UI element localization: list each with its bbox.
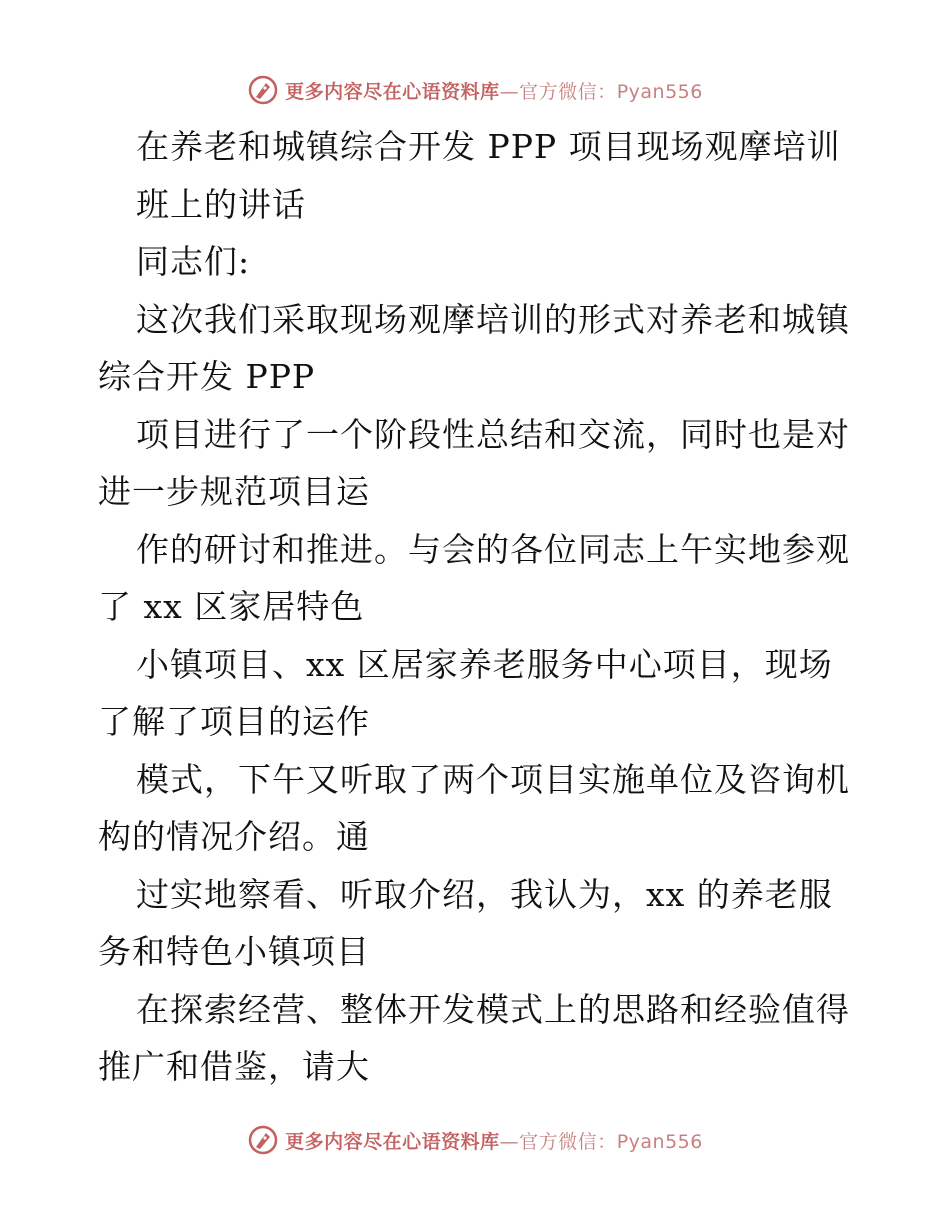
text-line: 同志们: bbox=[136, 242, 251, 281]
text-line: 综合开发 PPP bbox=[98, 357, 316, 396]
pen-nib-logo-icon bbox=[247, 1124, 279, 1156]
watermark-text: 更多内容尽在心语资料库—官方微信：Pyan556 bbox=[285, 1130, 703, 1153]
text-line: 在探索经营、整体开发模式上的思路和经验值得 bbox=[136, 989, 850, 1029]
watermark-footer bbox=[0, 1120, 950, 1160]
text-line: 过实地察看、听取介绍，我认为，xx 的养老服 bbox=[136, 874, 833, 914]
text-line: 了 xx 区家居特色 bbox=[98, 587, 365, 626]
text-line: 在养老和城镇综合开发 PPP 项目现场观摩培训 bbox=[136, 127, 841, 166]
text-line: 了解了项目的运作 bbox=[98, 702, 370, 741]
pen-nib-logo-icon bbox=[247, 74, 279, 106]
document-body bbox=[98, 118, 858, 1096]
text-line: 小镇项目、xx 区居家养老服务中心项目，现场 bbox=[136, 644, 833, 684]
text-line: 进一步规范项目运 bbox=[98, 472, 370, 511]
text-line: 推广和借鉴，请大 bbox=[98, 1047, 370, 1086]
watermark-text: 更多内容尽在心语资料库—官方微信：Pyan556 bbox=[285, 80, 703, 103]
text-line: 作的研讨和推进。与会的各位同志上午实地参观 bbox=[136, 529, 850, 569]
text-line: 务和特色小镇项目 bbox=[98, 932, 370, 971]
text-line: 班上的讲话 bbox=[136, 184, 306, 224]
text-line: 模式，下午又听取了两个项目实施单位及咨询机 bbox=[136, 759, 850, 799]
text-line: 构的情况介绍。通 bbox=[98, 817, 370, 856]
text-line: 这次我们采取现场观摩培训的形式对养老和城镇 bbox=[136, 299, 850, 339]
text-line: 项目进行了一个阶段性总结和交流，同时也是对 bbox=[136, 414, 850, 454]
watermark-header bbox=[0, 70, 950, 110]
